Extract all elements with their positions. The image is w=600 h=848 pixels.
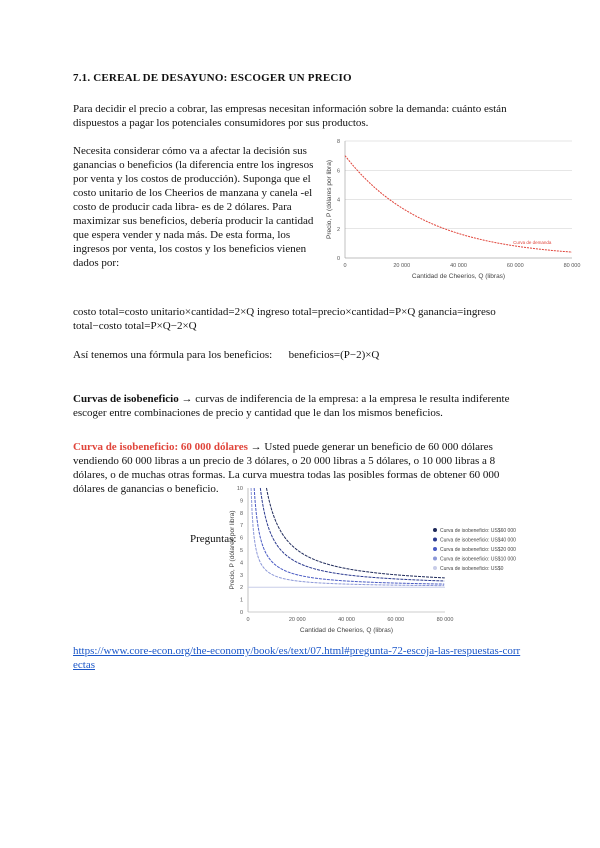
formula-total-cost: costo total=costo unitario×cantidad=2×Q ingreso total=precio×cantidad=P×Q ganancia=ingreso total−costo total=P×Q−2×Q [73,306,496,332]
x-tick-label: 0 [343,263,347,269]
isobenefit-term: Curvas de isobeneficio [73,393,179,405]
y-tick-label: 8 [336,139,340,145]
formula-benefits: beneficios=(P−2)×Q [288,349,380,361]
y-tick-label: 7 [239,523,243,530]
y-tick-label: 4 [239,560,243,567]
y-tick-label: 3 [239,572,243,579]
y-axis-label: Precio, P (dólares por libra) [229,510,236,590]
legend-marker [433,528,437,532]
formula-benefits-label [73,348,379,362]
x-tick-label: 60 000 [387,617,405,623]
x-axis-label: Cantidad de Cheerios, Q (libras) [299,627,394,634]
isobenefit-chart [200,478,540,643]
isobenefit-paragraph [73,392,523,420]
formula-label: Así tenemos una fórmula para los beneficios: [73,349,273,361]
isobenefit-curve [254,488,444,584]
costs-paragraph: Necesita considerar cómo va a afectar la decisión sus ganancias o beneficios (la diferencia entre los ingresos por venta y los costos de producción). Suponga que el costo unitario de los Cheerios de manzana y canela -el costo de producir cada libra- es de 2 dólares. Para maximizar sus beneficios, debería producir la cantidad que espera vender y nada más. De esta forma, los ingresos por venta, los costos y los beneficios vienen dados por: [73,145,314,269]
y-tick-label: 5 [239,548,243,554]
isobenefit-curve [266,488,444,578]
x-tick-label: 80 000 [563,263,581,269]
y-axis-label: Precio, P (dólares por libra) [326,160,333,239]
y-tick-label: 6 [239,535,243,542]
y-tick-label: 9 [239,498,243,505]
y-tick-label: 0 [336,256,340,262]
x-tick-label: 80 000 [436,617,454,623]
y-tick-label: 0 [239,610,243,616]
section-title: 7.1. CEREAL DE DESAYUNO: ESCOGER UN PRECIO [73,72,352,84]
legend-label: Curva de isobeneficio: US$0 [440,566,504,572]
legend-marker [433,566,437,570]
core-econ-link[interactable]: https://www.core-econ.org/the-economy/book/es/text/07.html#pregunta-72-escoja-las-respuestas-correctas [73,645,521,671]
questions-label: Preguntas: [190,533,237,545]
legend-marker [433,547,437,551]
x-tick-label: 40 000 [450,263,467,269]
series-label: Curva de demanda [513,240,552,246]
x-tick-label: 60 000 [506,263,524,269]
curve-heading: Curva de isobeneficio: 60 000 dólares [73,441,248,453]
legend-marker [433,538,437,542]
x-axis-label: Cantidad de Cheerios, Q (libras) [411,273,506,280]
legend-label: Curva de isobeneficio: US$20 000 [440,547,516,553]
y-tick-label: 10 [236,486,243,492]
curve-text: → Usted puede generar un beneficio de 60 000 dólares vendiendo 60 000 libras a un precio de 3 dólares, o 20 000 libras a 5 dólares, o 10 000 libras a 8 dólares, o de muchas otras formas. La curva muestra todas las posibles formas de obtener 60 000 dólares de ganancias o beneficio. [73,441,500,495]
link-paragraph [73,644,523,672]
intro-paragraph: Para decidir el precio a cobrar, las empresas necesitan información sobre la demanda: cuánto están dispuestos a pagar los potenciales consumidores por sus productos. [73,103,507,129]
y-tick-label: 2 [239,585,243,592]
demand-chart [315,135,585,295]
y-tick-label: 1 [239,597,243,604]
y-tick-label: 6 [336,168,340,175]
isobenefit-curve [251,488,444,586]
legend-label: Curva de isobeneficio: US$40 000 [440,537,516,544]
legend-marker [433,557,437,561]
x-tick-label: 40 000 [338,617,355,623]
isobenefit-definition: → curvas de indiferencia de la empresa: a la empresa le resulta indiferente escoger entre combinaciones de precio y cantidad que le dan los mismos beneficios. [73,393,510,419]
x-tick-label: 20 000 [393,263,411,269]
y-tick-label: 2 [336,226,340,233]
legend-label: Curva de isobeneficio: US$60 000 [440,528,516,534]
legend-label: Curva de isobeneficio: US$10 000 [440,556,516,563]
x-tick-label: 0 [246,617,250,623]
isobenefit-curve [260,488,444,581]
y-tick-label: 8 [239,510,243,517]
y-tick-label: 4 [336,197,340,204]
x-tick-label: 20 000 [288,617,306,623]
